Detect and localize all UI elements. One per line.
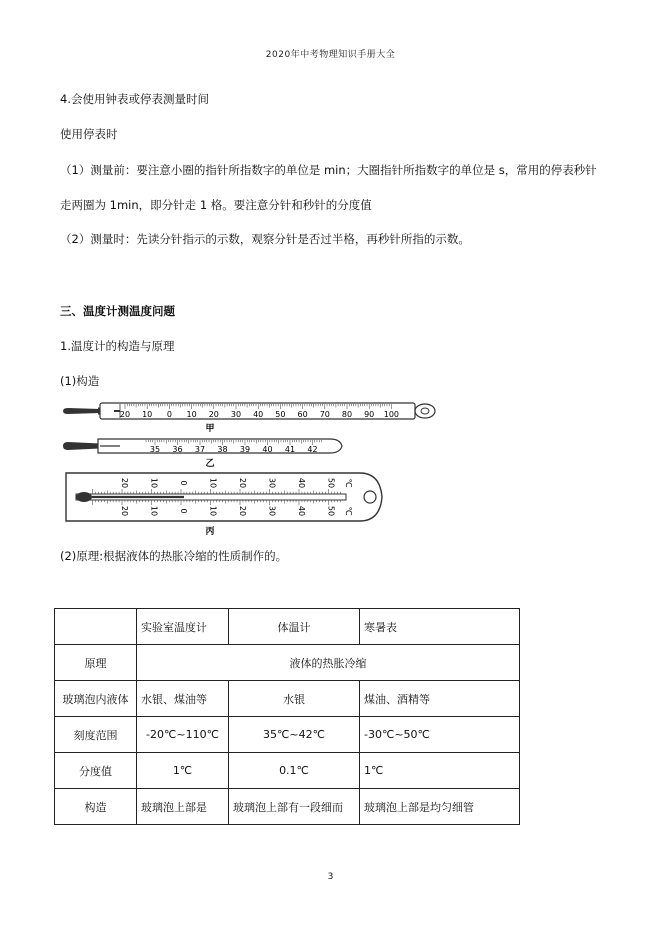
yi-tick-label: 40 (262, 445, 273, 454)
jia-tick-label: 0 (166, 410, 172, 419)
table-cell: 原理 (55, 645, 137, 681)
yi-tick-label: 41 (284, 445, 296, 454)
jia-bulb (63, 408, 100, 414)
bing-tick-label-top: 0 (179, 480, 188, 486)
bing-unit-top: ℃ (344, 478, 353, 488)
table-row (55, 717, 520, 753)
table-cell: 0.1℃ (229, 753, 360, 789)
jia-tick-label: 60 (297, 410, 308, 419)
jia-tick-label: 40 (253, 410, 264, 419)
section-item-4: 4.会使用钟表或停表测量时间 (60, 92, 209, 106)
yi-tick-label: 38 (217, 445, 228, 454)
paragraph-step-1-cont: 走两圈为 1min，即分针走 1 格。要注意分针和秒针的分度值 (60, 198, 372, 212)
bing-tick-label-top: 30 (267, 477, 277, 489)
paragraph-step-1: （1）测量前：要注意小圈的指针所指数字的单位是 min；大圈指针所指数字的单位是 s，常用的停表秒针 (60, 163, 597, 177)
jia-tick-label: 80 (341, 410, 353, 419)
bing-tick-label-bottom: 10 (208, 505, 218, 517)
table-cell: 玻璃泡内液体 (55, 681, 137, 717)
table-row (55, 681, 520, 717)
bing-bulb (76, 492, 92, 502)
jia-tick-label: 70 (319, 410, 330, 419)
subsection-construction: (1)构造 (60, 374, 100, 388)
yi-tick-label: 39 (239, 445, 251, 454)
jia-tick-label: 20 (119, 410, 131, 419)
jia-tick-label: 10 (142, 410, 153, 419)
bing-hole (364, 491, 376, 503)
bing-unit-bottom: ℃ (344, 506, 353, 516)
bing-tick-label-bottom: 20 (120, 505, 129, 517)
paragraph-step-2: （2）测量时：先读分针指示的示数，观察分针是否过半格，再秒针所指的示数。 (60, 232, 470, 246)
yi-tick-label: 36 (172, 445, 183, 454)
bing-tick-label-top: 20 (238, 477, 247, 489)
thermometer-bing (66, 473, 382, 537)
bing-label: 丙 (205, 527, 215, 537)
bing-tick-label-bottom: 0 (179, 508, 188, 514)
jia-tick-label: 100 (383, 410, 400, 419)
table-row (55, 789, 520, 825)
subsection-heading-1: 1.温度计的构造与原理 (60, 339, 175, 353)
yi-tick-label: 37 (194, 445, 206, 454)
table-header-row (55, 609, 520, 645)
bing-tick-label-bottom: 50 (326, 505, 336, 517)
table-cell: 玻璃泡上部是 (137, 789, 229, 825)
table-cell: 1℃ (360, 753, 520, 789)
thermometer-jia (63, 403, 435, 434)
bing-tick-label-bottom: 10 (149, 505, 159, 517)
jia-tick-label: 30 (230, 410, 242, 419)
table-cell: 水银、煤油等 (137, 681, 229, 717)
yi-bulb (63, 442, 100, 450)
bing-tick-label-top: 20 (120, 477, 129, 489)
table-cell: -20℃~110℃ (137, 717, 229, 753)
table-cell: 液体的热胀冷缩 (137, 645, 520, 681)
jia-tick-label: 90 (364, 410, 375, 419)
yi-tick-label: 35 (149, 445, 161, 454)
table-cell: 分度值 (55, 753, 137, 789)
principle-paragraph: (2)原理:根据液体的热胀冷缩的性质制作的。 (60, 549, 288, 563)
table-cell: 刻度范围 (55, 717, 137, 753)
jia-tick-label: 10 (186, 410, 197, 419)
table-header-cell: 寒暑表 (360, 609, 520, 645)
table-cell: 构造 (55, 789, 137, 825)
bing-tick-label-top: 10 (208, 477, 218, 489)
page-header: 2020年中考物理知识手册大全 (265, 50, 396, 60)
bing-tick-label-top: 40 (297, 477, 306, 489)
table-cell: 1℃ (137, 753, 229, 789)
bing-tick-label-top: 10 (149, 477, 159, 489)
jia-tick-label: 50 (275, 410, 286, 419)
bing-tick-label-bottom: 30 (267, 505, 277, 517)
table-row (55, 753, 520, 789)
table-cell: -30℃~50℃ (360, 717, 520, 753)
paragraph-stopwatch-intro: 使用停表时 (60, 127, 118, 141)
bing-tick-label-bottom: 20 (238, 505, 247, 517)
thermometer-figure (60, 395, 450, 540)
thermometer-yi (63, 439, 342, 469)
table-cell: 水银 (229, 681, 360, 717)
table-header-cell: 实验室温度计 (137, 609, 229, 645)
table-cell: 煤油、酒精等 (360, 681, 520, 717)
table-cell: 玻璃泡上部是均匀细管 (360, 789, 520, 825)
table-cell: 玻璃泡上部有一段细而 (229, 789, 360, 825)
section-heading-3: 三、温度计测温度问题 (60, 304, 175, 318)
bing-tick-label-top: 50 (326, 477, 336, 489)
jia-tick-label: 20 (208, 410, 219, 419)
table-header-cell (55, 609, 137, 645)
table-header-cell: 体温计 (229, 609, 360, 645)
bing-tick-label-bottom: 40 (297, 505, 306, 517)
table-cell: 35℃~42℃ (229, 717, 360, 753)
table-row (55, 645, 520, 681)
page-number: 3 (327, 872, 334, 882)
thermometer-comparison-table (54, 608, 520, 825)
jia-label: 甲 (205, 424, 215, 434)
yi-label: 乙 (205, 459, 215, 469)
yi-tick-label: 42 (307, 445, 318, 454)
